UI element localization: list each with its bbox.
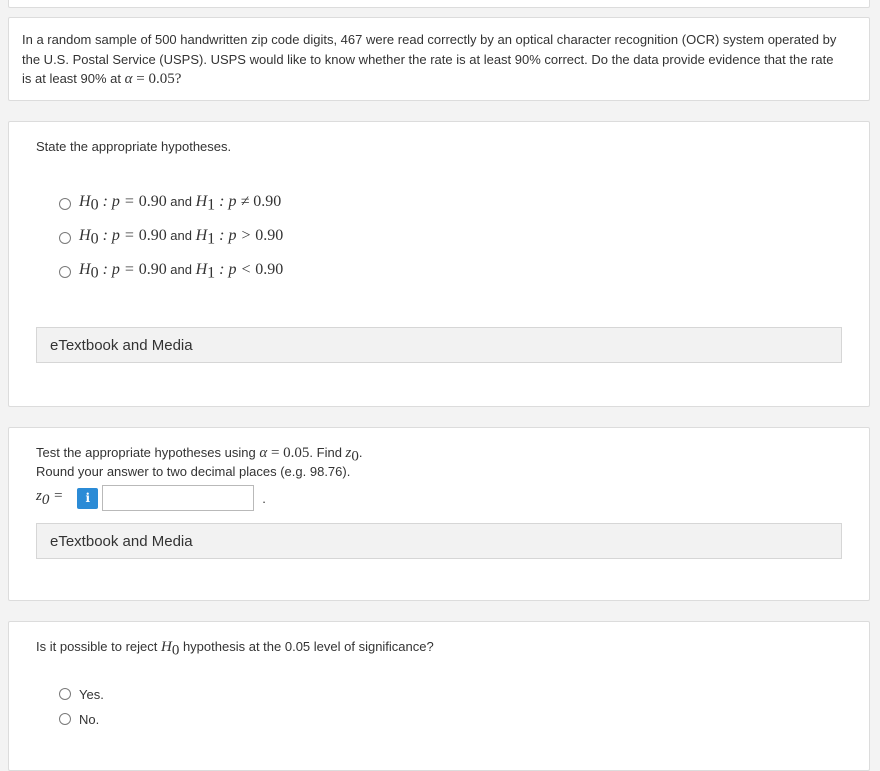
radio-circle-icon[interactable] [59, 232, 71, 244]
hypothesis-option-greater[interactable] [59, 228, 283, 248]
z-answer-row [36, 484, 266, 512]
radio-circle-icon[interactable] [59, 688, 71, 700]
z-answer-input[interactable] [102, 485, 254, 511]
test-statistic-question-card [8, 427, 870, 601]
reject-hypothesis-question-card [8, 621, 870, 771]
previous-card-edge [8, 0, 870, 8]
reject-prompt: Is it possible to reject $H_0$ hypothesis at the 0.05 level of significance? [36, 639, 434, 659]
reject-option-label: No. [79, 711, 100, 727]
etextbook-media-button[interactable]: eTextbook and Media [36, 523, 842, 559]
hypotheses-question-card [8, 121, 870, 407]
hypothesis-option-label: $H_0$ : p = 0.90 and $H_1$ : p ≠ 0.90 [79, 193, 282, 214]
alpha-symbol: α [124, 71, 133, 87]
info-icon[interactable]: i [77, 488, 98, 509]
alpha-value: 0.05 [148, 71, 175, 87]
hypotheses-prompt: State the appropriate hypotheses. [36, 139, 232, 154]
answer-period: . [262, 490, 266, 506]
problem-statement [22, 30, 842, 90]
reject-option-no[interactable] [59, 709, 99, 729]
radio-circle-icon[interactable] [59, 198, 71, 210]
hypothesis-option-label: $H_0$ : p = 0.90 and $H_1$ : p > 0.90 [79, 227, 284, 248]
rounding-instruction: Round your answer to two decimal places (e.g. 98.76). [36, 464, 351, 479]
hypothesis-option-less[interactable] [59, 262, 283, 282]
radio-circle-icon[interactable] [59, 713, 71, 725]
question-mark: ? [174, 71, 182, 87]
z-answer-label: $z_0$ = [36, 487, 64, 508]
reject-option-label: Yes. [79, 686, 104, 702]
test-statistic-prompt: Test the appropriate hypotheses using α = 0.05. Find $z_0$. [36, 445, 363, 465]
etextbook-media-button[interactable]: eTextbook and Media [36, 327, 842, 363]
equals-sign: = [132, 71, 149, 87]
reject-option-yes[interactable] [59, 684, 104, 704]
hypothesis-option-label: $H_0$ : p = 0.90 and $H_1$ : p < 0.90 [79, 261, 284, 282]
radio-circle-icon[interactable] [59, 266, 71, 278]
problem-statement-card [8, 17, 870, 101]
problem-text: In a random sample of 500 handwritten zip code digits, 467 were read correctly by an optical character recognition (OCR) system operated by the U.S. Postal Service (USPS). USPS would like to know whether the rate is at least 90% correct. Do the data provide evidence that the rate is at least 90% at [22, 32, 837, 86]
hypothesis-option-not-equal[interactable] [59, 194, 281, 214]
